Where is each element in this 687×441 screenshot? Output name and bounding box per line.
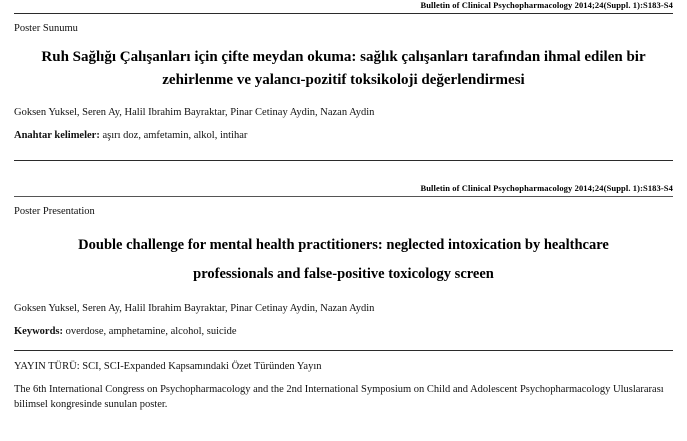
keywords-value-en: overdose, amphetamine, alcohol, suicide xyxy=(65,325,237,337)
spacer-between-sections xyxy=(14,141,673,157)
poster-type-label-en: Poster Presentation xyxy=(14,205,95,217)
turkish-abstract-block xyxy=(14,23,673,141)
keywords-value-tr: aşırı doz, amfetamin, alkol, intihar xyxy=(102,129,248,141)
poster-type-label-tr: Poster Sunumu xyxy=(14,23,78,34)
journal-reference-top: Bulletin of Clinical Psychopharmacology 2014;24(Suppl. 1):S183-S4 xyxy=(420,0,673,10)
keywords-label-en: Keywords: xyxy=(14,325,63,337)
journal-reference-middle: Bulletin of Clinical Psychopharmacology 2014;24(Suppl. 1):S183-S4 xyxy=(420,182,673,193)
congress-info-line2: Uluslararası bilimsel kongresinde sunulan poster. xyxy=(14,383,664,410)
divider-middle xyxy=(14,160,673,161)
keywords-label-tr: Anahtar kelimeler: xyxy=(14,129,100,141)
divider-bottom xyxy=(14,350,673,351)
publication-type: YAYIN TÜRÜ: SCI, SCI-Expanded Kapsamındaki Özet Türünden Yayın xyxy=(14,360,322,372)
paper-title-en-line1: Double challenge for mental health practitioners: neglected intoxication by healthcare xyxy=(78,236,609,253)
author-list-tr: Goksen Yuksel, Seren Ay, Halil Ibrahim Bayraktar, Pinar Cetinay Aydin, Nazan Aydin xyxy=(14,106,375,118)
paper-title-tr: Ruh Sağlığı Çalışanları için çifte meydan okuma: sağlık çalışanları tarafından ihmal edilen bir zehirlenme ve yalancı-pozitif toksikoloji değerlendirmesi xyxy=(41,49,646,89)
divider-top xyxy=(14,13,673,14)
english-abstract-block xyxy=(14,183,673,337)
congress-info xyxy=(14,382,673,412)
publication-info-block xyxy=(14,361,673,412)
keywords-en xyxy=(14,326,673,337)
author-list-en: Goksen Yuksel, Seren Ay, Halil Ibrahim Bayraktar, Pinar Cetinay Aydin, Nazan Aydin xyxy=(14,302,375,314)
keywords-tr xyxy=(14,130,673,141)
divider-under-journal-ref xyxy=(14,196,673,197)
spacer-before-footer xyxy=(14,337,673,347)
paper-title-en-line2: professionals and false-positive toxicology screen xyxy=(193,265,494,282)
paper-title-en xyxy=(14,231,673,289)
congress-info-line1: The 6th International Congress on Psychopharmacology and the 2nd International Symposium on Child and Adolescent Psychopharmacology xyxy=(14,383,611,395)
